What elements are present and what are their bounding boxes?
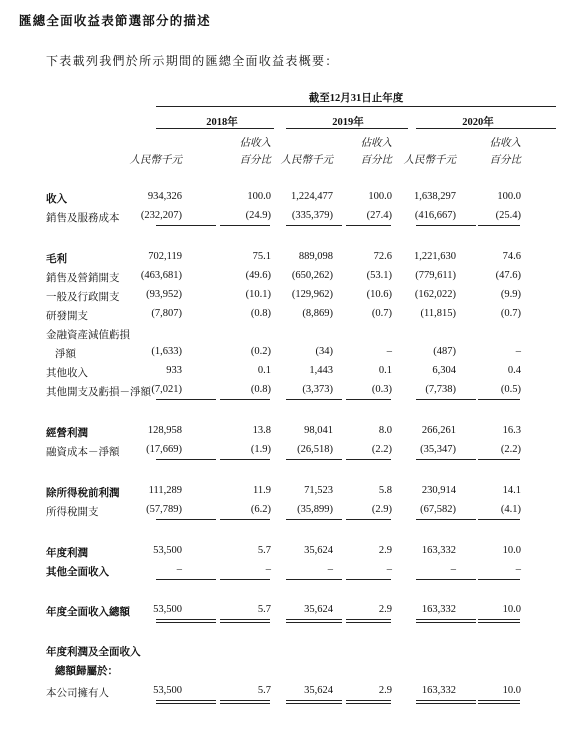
col-header-pct-line1: 佔收入 bbox=[489, 138, 521, 149]
percent-cell: 5.7 bbox=[257, 685, 271, 696]
table-row bbox=[0, 210, 569, 226]
amount-cell: (232,207) bbox=[140, 210, 182, 221]
amount-cell: (67,582) bbox=[420, 504, 456, 515]
percent-cell: (0.7) bbox=[371, 308, 392, 319]
row-label: 淨額 bbox=[55, 349, 76, 360]
double-underline bbox=[286, 700, 342, 704]
row-label: 總額歸屬於： bbox=[55, 666, 118, 677]
single-underline bbox=[220, 399, 270, 400]
amount-cell: 35,624 bbox=[304, 685, 333, 696]
amount-cell: (7,738) bbox=[425, 384, 456, 395]
row-label: 一般及行政開支 bbox=[46, 292, 120, 303]
amount-cell: (34) bbox=[315, 346, 333, 357]
table-row bbox=[0, 564, 569, 580]
amount-cell: – bbox=[450, 564, 456, 575]
single-underline bbox=[346, 225, 391, 226]
amount-cell: 35,624 bbox=[304, 604, 333, 615]
single-underline bbox=[346, 579, 391, 580]
amount-cell: 1,221,630 bbox=[414, 251, 456, 262]
amount-cell: 111,289 bbox=[148, 485, 182, 496]
table-row bbox=[0, 365, 569, 381]
amount-cell: 1,443 bbox=[309, 365, 333, 376]
percent-cell: – bbox=[515, 346, 521, 357]
percent-cell: (27.4) bbox=[366, 210, 392, 221]
percent-cell: 5.7 bbox=[257, 604, 271, 615]
amount-cell: 934,326 bbox=[147, 191, 182, 202]
percent-cell: (24.9) bbox=[245, 210, 271, 221]
double-underline bbox=[478, 700, 520, 704]
year-header-2019: 2019年 bbox=[332, 117, 364, 128]
row-label: 本公司擁有人 bbox=[46, 688, 109, 699]
amount-cell: (26,518) bbox=[297, 444, 333, 455]
amount-cell: 163,332 bbox=[421, 545, 456, 556]
percent-cell: 75.1 bbox=[252, 251, 271, 262]
table-row bbox=[0, 384, 569, 400]
percent-cell: (2.2) bbox=[371, 444, 392, 455]
single-underline bbox=[416, 519, 476, 520]
double-underline bbox=[156, 619, 216, 623]
amount-cell: (3,373) bbox=[302, 384, 333, 395]
table-row bbox=[0, 663, 569, 679]
row-label: 經營利潤 bbox=[46, 428, 88, 439]
percent-cell: – bbox=[515, 564, 521, 575]
percent-cell: 2.9 bbox=[378, 545, 392, 556]
table-row bbox=[0, 191, 569, 207]
double-underline bbox=[416, 619, 476, 623]
row-label: 年度利潤及全面收入 bbox=[46, 647, 141, 658]
row-label: 融資成本－淨額 bbox=[46, 447, 120, 458]
amount-cell: (416,667) bbox=[414, 210, 456, 221]
amount-cell: (1,633) bbox=[151, 346, 182, 357]
col-header-amount: 人民幣千元 bbox=[280, 155, 333, 166]
row-label: 毛利 bbox=[46, 254, 67, 265]
row-label: 其他全面收入 bbox=[46, 567, 109, 578]
percent-cell: 13.8 bbox=[252, 425, 271, 436]
intro-text: 下表載列我們於所示期間的匯總全面收益表概要： bbox=[46, 54, 339, 68]
table-row bbox=[0, 425, 569, 441]
percent-cell: – bbox=[386, 564, 392, 575]
amount-cell: (487) bbox=[433, 346, 456, 357]
amount-cell: 53,500 bbox=[153, 604, 182, 615]
percent-cell: (0.8) bbox=[250, 308, 271, 319]
percent-cell: (10.6) bbox=[366, 289, 392, 300]
year-underline-2018 bbox=[156, 128, 274, 129]
single-underline bbox=[286, 519, 342, 520]
period-underline bbox=[156, 106, 556, 107]
year-header-2018: 2018年 bbox=[206, 117, 238, 128]
amount-cell: 889,098 bbox=[298, 251, 333, 262]
row-label: 除所得稅前利潤 bbox=[46, 488, 120, 499]
row-label: 其他收入 bbox=[46, 368, 88, 379]
amount-cell: (650,262) bbox=[291, 270, 333, 281]
col-header-pct-line2: 百分比 bbox=[360, 155, 392, 166]
amount-cell: 98,041 bbox=[304, 425, 333, 436]
double-underline bbox=[478, 619, 520, 623]
table-row bbox=[0, 289, 569, 305]
percent-cell: (0.8) bbox=[250, 384, 271, 395]
percent-cell: 2.9 bbox=[378, 604, 392, 615]
single-underline bbox=[478, 399, 520, 400]
single-underline bbox=[416, 579, 476, 580]
double-underline bbox=[346, 700, 391, 704]
table-row bbox=[0, 685, 569, 701]
row-label: 銷售及營銷開支 bbox=[46, 273, 120, 284]
percent-cell: 100.0 bbox=[247, 191, 271, 202]
row-label: 其他開支及虧損－淨額 bbox=[46, 387, 151, 398]
percent-cell: 10.0 bbox=[502, 545, 521, 556]
year-underline-2019 bbox=[286, 128, 408, 129]
col-header-amount: 人民幣千元 bbox=[403, 155, 456, 166]
percent-cell: (4.1) bbox=[500, 504, 521, 515]
single-underline bbox=[286, 399, 342, 400]
percent-cell: (9.9) bbox=[500, 289, 521, 300]
single-underline bbox=[478, 225, 520, 226]
amount-cell: – bbox=[176, 564, 182, 575]
amount-cell: (463,681) bbox=[140, 270, 182, 281]
double-underline bbox=[346, 619, 391, 623]
single-underline bbox=[156, 579, 216, 580]
amount-cell: (779,611) bbox=[415, 270, 456, 281]
percent-cell: 16.3 bbox=[502, 425, 521, 436]
col-header-pct-line2: 百分比 bbox=[239, 155, 271, 166]
single-underline bbox=[220, 579, 270, 580]
row-label: 收入 bbox=[46, 194, 67, 205]
amount-cell: 163,332 bbox=[421, 604, 456, 615]
single-underline bbox=[286, 459, 342, 460]
row-label: 研發開支 bbox=[46, 311, 88, 322]
row-label: 所得稅開支 bbox=[46, 507, 99, 518]
table-row bbox=[0, 545, 569, 561]
amount-cell: 933 bbox=[166, 365, 182, 376]
percent-cell: (2.9) bbox=[371, 504, 392, 515]
table-row bbox=[0, 251, 569, 267]
percent-cell: – bbox=[265, 564, 271, 575]
amount-cell: – bbox=[327, 564, 333, 575]
single-underline bbox=[416, 225, 476, 226]
percent-cell: 11.9 bbox=[253, 485, 271, 496]
amount-cell: 53,500 bbox=[153, 545, 182, 556]
amount-cell: (17,669) bbox=[146, 444, 182, 455]
percent-cell: (1.9) bbox=[250, 444, 271, 455]
table-row bbox=[0, 270, 569, 286]
single-underline bbox=[478, 579, 520, 580]
percent-cell: 74.6 bbox=[502, 251, 521, 262]
row-label: 銷售及服務成本 bbox=[46, 213, 120, 224]
single-underline bbox=[286, 579, 342, 580]
single-underline bbox=[220, 519, 270, 520]
single-underline bbox=[346, 459, 391, 460]
table-row bbox=[0, 504, 569, 520]
row-label: 年度利潤 bbox=[46, 548, 88, 559]
percent-cell: (47.6) bbox=[495, 270, 521, 281]
single-underline bbox=[416, 399, 476, 400]
amount-cell: 1,638,297 bbox=[414, 191, 456, 202]
amount-cell: (57,789) bbox=[146, 504, 182, 515]
year-underline-2020 bbox=[416, 128, 556, 129]
section-heading: 匯總全面收益表節選部分的描述 bbox=[19, 13, 211, 28]
percent-cell: 2.9 bbox=[378, 685, 392, 696]
percent-cell: (2.2) bbox=[500, 444, 521, 455]
amount-cell: 702,119 bbox=[148, 251, 182, 262]
percent-cell: 0.4 bbox=[507, 365, 521, 376]
percent-cell: (0.7) bbox=[500, 308, 521, 319]
percent-cell: 10.0 bbox=[502, 685, 521, 696]
amount-cell: (35,899) bbox=[297, 504, 333, 515]
single-underline bbox=[156, 225, 216, 226]
percent-cell: 14.1 bbox=[502, 485, 521, 496]
percent-cell: 72.6 bbox=[373, 251, 392, 262]
amount-cell: (129,962) bbox=[291, 289, 333, 300]
single-underline bbox=[416, 459, 476, 460]
table-row bbox=[0, 485, 569, 501]
percent-cell: (0.3) bbox=[371, 384, 392, 395]
single-underline bbox=[156, 459, 216, 460]
percent-cell: (0.2) bbox=[250, 346, 271, 357]
amount-cell: (162,022) bbox=[414, 289, 456, 300]
col-header-amount: 人民幣千元 bbox=[129, 155, 182, 166]
table-row bbox=[0, 444, 569, 460]
amount-cell: (7,021) bbox=[151, 384, 182, 395]
amount-cell: 163,332 bbox=[421, 685, 456, 696]
percent-cell: 100.0 bbox=[497, 191, 521, 202]
double-underline bbox=[286, 619, 342, 623]
single-underline bbox=[156, 519, 216, 520]
percent-cell: (0.5) bbox=[500, 384, 521, 395]
percent-cell: 100.0 bbox=[368, 191, 392, 202]
period-header: 截至12月31日止年度 bbox=[308, 93, 404, 104]
table-row bbox=[0, 327, 569, 343]
percent-cell: (6.2) bbox=[250, 504, 271, 515]
amount-cell: (11,815) bbox=[420, 308, 456, 319]
percent-cell: (49.6) bbox=[245, 270, 271, 281]
col-header-pct-line1: 佔收入 bbox=[360, 138, 392, 149]
double-underline bbox=[416, 700, 476, 704]
amount-cell: 230,914 bbox=[421, 485, 456, 496]
amount-cell: (93,952) bbox=[146, 289, 182, 300]
double-underline bbox=[156, 700, 216, 704]
amount-cell: (8,869) bbox=[302, 308, 333, 319]
amount-cell: (7,807) bbox=[151, 308, 182, 319]
percent-cell: 5.8 bbox=[378, 485, 392, 496]
table-row bbox=[0, 346, 569, 362]
row-label: 金融資產減值虧損 bbox=[46, 330, 130, 341]
amount-cell: (335,379) bbox=[291, 210, 333, 221]
single-underline bbox=[286, 225, 342, 226]
amount-cell: 35,624 bbox=[304, 545, 333, 556]
percent-cell: 0.1 bbox=[257, 365, 271, 376]
single-underline bbox=[156, 399, 216, 400]
amount-cell: 1,224,477 bbox=[291, 191, 333, 202]
percent-cell: – bbox=[386, 346, 392, 357]
table-row bbox=[0, 644, 569, 660]
table-row bbox=[0, 604, 569, 620]
year-header-2020: 2020年 bbox=[462, 117, 494, 128]
single-underline bbox=[478, 519, 520, 520]
single-underline bbox=[346, 399, 391, 400]
percent-cell: 0.1 bbox=[378, 365, 392, 376]
percent-cell: (10.1) bbox=[245, 289, 271, 300]
col-header-pct-line1: 佔收入 bbox=[239, 138, 271, 149]
amount-cell: (35,347) bbox=[420, 444, 456, 455]
amount-cell: 6,304 bbox=[432, 365, 456, 376]
table-row bbox=[0, 308, 569, 324]
single-underline bbox=[220, 225, 270, 226]
double-underline bbox=[220, 700, 270, 704]
col-header-pct-line2: 百分比 bbox=[489, 155, 521, 166]
amount-cell: 71,523 bbox=[304, 485, 333, 496]
single-underline bbox=[346, 519, 391, 520]
percent-cell: 8.0 bbox=[378, 425, 392, 436]
double-underline bbox=[220, 619, 270, 623]
amount-cell: 266,261 bbox=[421, 425, 456, 436]
row-label: 年度全面收入總額 bbox=[46, 607, 130, 618]
percent-cell: (25.4) bbox=[495, 210, 521, 221]
percent-cell: 5.7 bbox=[257, 545, 271, 556]
percent-cell: 10.0 bbox=[502, 604, 521, 615]
amount-cell: 128,958 bbox=[147, 425, 182, 436]
single-underline bbox=[478, 459, 520, 460]
amount-cell: 53,500 bbox=[153, 685, 182, 696]
percent-cell: (53.1) bbox=[366, 270, 392, 281]
single-underline bbox=[220, 459, 270, 460]
